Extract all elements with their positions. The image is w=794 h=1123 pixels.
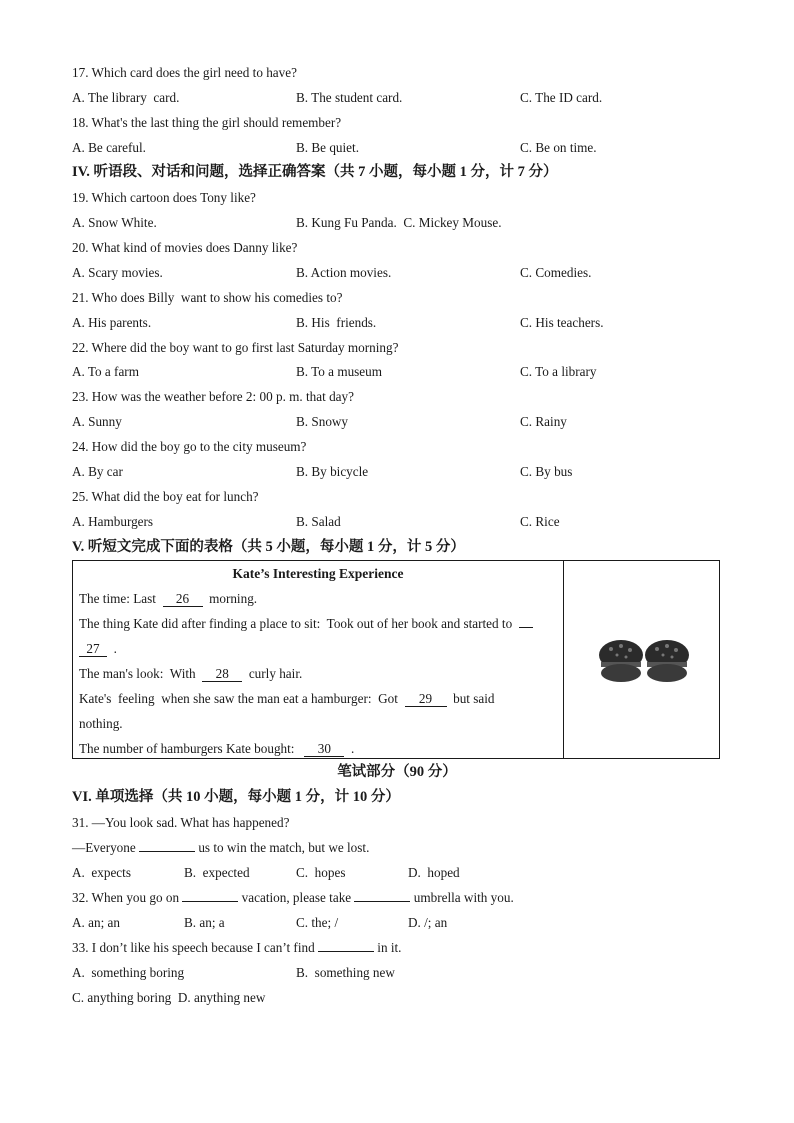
sentence-end: in it. — [373, 940, 402, 955]
option-22c: C. To a library — [520, 364, 597, 379]
row-label: The time: Last — [79, 591, 163, 606]
row-suffix: . — [107, 641, 117, 656]
option-20a: A. Scary movies. — [72, 265, 163, 280]
row-label: The man's look: With — [79, 666, 203, 681]
option-18c: C. Be on time. — [520, 140, 597, 155]
row-label: Kate's feeling when she saw the man eat a hamburger: Got — [79, 691, 405, 706]
option-25b: B. Salad — [296, 514, 341, 529]
question-33 — [72, 939, 401, 957]
option-33b: B. something new — [296, 965, 395, 980]
question-19: 19. Which cartoon does Tony like? — [72, 190, 256, 205]
row-suffix: curly hair. — [242, 666, 303, 681]
option-22b: B. To a museum — [296, 364, 383, 379]
blank-32a — [182, 901, 238, 902]
option-32c: C. the; / — [296, 915, 339, 930]
option-23a: A. Sunny — [72, 414, 122, 429]
option-25c: C. Rice — [520, 514, 560, 529]
option-19bc: B. Kung Fu Panda. C. Mickey Mouse. — [296, 215, 502, 230]
row-suffix: morning. — [202, 591, 258, 606]
option-18a: A. Be careful. — [72, 140, 146, 155]
sentence-middle: vacation, please take — [238, 890, 355, 905]
option-21a: A. His parents. — [72, 315, 152, 330]
table-divider — [563, 561, 564, 758]
question-21: 21. Who does Billy want to show his comedies to? — [72, 290, 343, 305]
option-31d: D. hoped — [408, 865, 460, 880]
table-row-feeling-cont: nothing. — [79, 716, 123, 731]
question-22: 22. Where did the boy want to go first last Saturday morning? — [72, 340, 399, 355]
blank-33 — [318, 951, 374, 952]
question-32 — [72, 889, 514, 907]
option-18b: B. Be quiet. — [296, 140, 360, 155]
sentence-start: 33. I don’t like his speech because I can’t find — [72, 940, 318, 955]
option-32b: B. an; a — [184, 915, 225, 930]
question-31-line2 — [72, 839, 369, 857]
sentence-start: 32. When you go on — [72, 890, 183, 905]
table-row-look — [79, 665, 302, 683]
table-row-thing-cont — [79, 640, 117, 658]
question-24: 24. How did the boy go to the city museum? — [72, 439, 307, 454]
option-17a: A. The library card. — [72, 90, 180, 105]
blank-29: 29 — [405, 691, 447, 707]
row-label: The thing Kate did after finding a place to sit: Took out of her book and started to — [79, 616, 519, 631]
table-row-feeling — [79, 690, 495, 708]
listening-table — [72, 560, 720, 759]
question-25: 25. What did the boy eat for lunch? — [72, 489, 259, 504]
hamburgers-illustration — [595, 637, 695, 689]
table-row-thing — [79, 615, 533, 633]
sentence-end: umbrella with you. — [410, 890, 514, 905]
option-21c: C. His teachers. — [520, 315, 604, 330]
section-5-heading: V. 听短文完成下面的表格（共 5 小题，每小题 1 分，计 5 分） — [72, 539, 465, 555]
option-23b: B. Snowy — [296, 414, 349, 429]
option-22a: A. To a farm — [72, 364, 139, 379]
table-row-number — [79, 740, 354, 758]
option-31c: C. hopes — [296, 865, 346, 880]
option-21b: B. His friends. — [296, 315, 377, 330]
row-label: The number of hamburgers Kate bought: — [79, 741, 305, 756]
blank-30: 30 — [304, 741, 344, 757]
option-24b: B. By bicycle — [296, 464, 369, 479]
option-32d: D. /; an — [408, 915, 448, 930]
sentence-end: us to win the match, but we lost. — [195, 840, 370, 855]
option-20b: B. Action movies. — [296, 265, 392, 280]
table-title: Kate’s Interesting Experience — [232, 566, 404, 581]
blank-32b — [354, 901, 410, 902]
option-23c: C. Rainy — [520, 414, 567, 429]
row-suffix: . — [344, 741, 355, 756]
question-20: 20. What kind of movies does Danny like? — [72, 240, 298, 255]
option-31b: B. expected — [184, 865, 250, 880]
option-17b: B. The student card. — [296, 90, 403, 105]
option-31a: A. expects — [72, 865, 131, 880]
blank-26: 26 — [163, 591, 203, 607]
blank-27-start — [519, 627, 533, 628]
option-32a: A. an; an — [72, 915, 120, 930]
option-20c: C. Comedies. — [520, 265, 592, 280]
option-24c: C. By bus — [520, 464, 573, 479]
option-33a: A. something boring — [72, 965, 185, 980]
option-24a: A. By car — [72, 464, 123, 479]
hamburger-icon — [595, 637, 695, 689]
option-33cd: C. anything boring D. anything new — [72, 990, 266, 1005]
written-part-heading: 笔试部分（90 分） — [337, 764, 457, 780]
question-23: 23. How was the weather before 2: 00 p. m. that day? — [72, 389, 354, 404]
blank-27: 27 — [79, 641, 107, 657]
option-25a: A. Hamburgers — [72, 514, 154, 529]
question-17: 17. Which card does the girl need to have? — [72, 65, 297, 80]
section-4-heading: IV. 听语段、对话和问题，选择正确答案（共 7 小题，每小题 1 分，计 7 分） — [72, 164, 558, 180]
blank-31 — [139, 851, 195, 852]
option-19a: A. Snow White. — [72, 215, 157, 230]
section-6-heading: VI. 单项选择（共 10 小题，每小题 1 分，计 10 分） — [72, 789, 400, 805]
question-31: 31. —You look sad. What has happened? — [72, 815, 290, 830]
table-row-time — [79, 590, 257, 608]
row-suffix: but said — [446, 691, 495, 706]
sentence-start: —Everyone — [72, 840, 140, 855]
blank-28: 28 — [202, 666, 242, 682]
option-17c: C. The ID card. — [520, 90, 603, 105]
question-18: 18. What's the last thing the girl should remember? — [72, 115, 342, 130]
